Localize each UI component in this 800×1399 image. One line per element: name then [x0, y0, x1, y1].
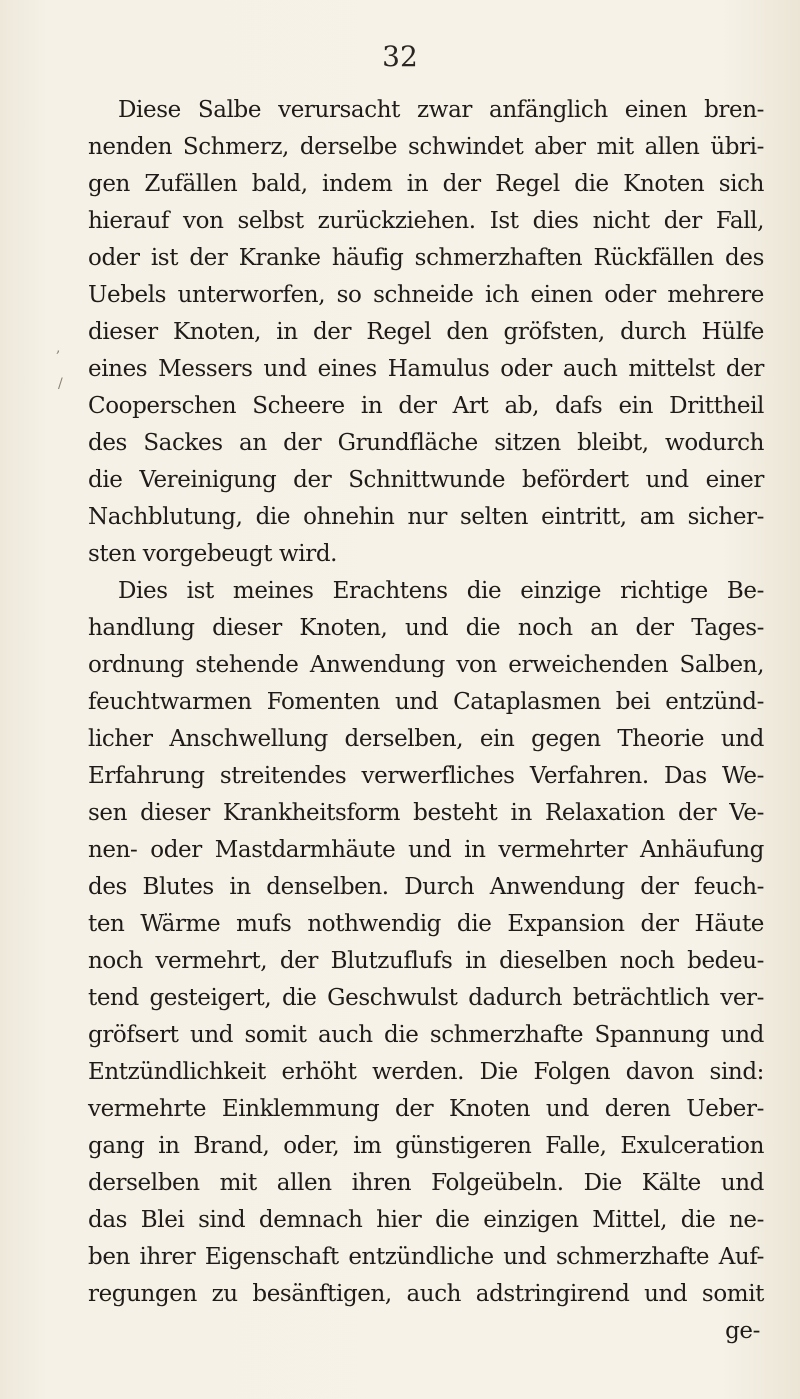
text-line: Nachblutung, die ohnehin nur selten eintritt, am sicher- [88, 504, 764, 530]
text-line: Erfahrung streitendes verwerfliches Verfahren. Das We- [88, 763, 764, 789]
text-line: Dies ist meines Erachtens die einzige richtige Be- [118, 578, 764, 604]
margin-mark: / [58, 376, 63, 392]
text-line: tend gesteigert, die Geschwulst dadurch beträchtlich ver- [88, 985, 764, 1011]
text-line: die Vereinigung der Schnittwunde befördert und einer [88, 467, 764, 493]
text-line: hierauf von selbst zurückziehen. Ist dies nicht der Fall, [88, 208, 764, 234]
text-line: gröfsert und somit auch die schmerzhafte Spannung und [88, 1022, 764, 1048]
text-line: sten vorgebeugt wird. [88, 541, 338, 567]
text-line: nenden Schmerz, derselbe schwindet aber mit allen übri- [88, 134, 764, 160]
text-line: ordnung stehende Anwendung von erweichenden Salben, [88, 652, 764, 678]
margin-mark: , [56, 340, 61, 356]
text-line: feuchtwarmen Fomenten und Cataplasmen bei entzünd- [88, 689, 764, 715]
text-line: gang in Brand, oder, im günstigeren Falle, Exulceration [88, 1133, 764, 1159]
text-line: gen Zufällen bald, indem in der Regel die Knoten sich [88, 171, 764, 197]
text-line: noch vermehrt, der Blutzuflufs in dieselben noch bedeu- [88, 948, 764, 974]
text-line: handlung dieser Knoten, und die noch an der Tages- [88, 615, 764, 641]
text-line: sen dieser Krankheitsform besteht in Relaxation der Ve- [88, 800, 764, 826]
text-line: ten Wärme mufs nothwendig die Expansion der Häute [88, 911, 764, 937]
text-line: dieser Knoten, in der Regel den gröfsten, durch Hülfe [88, 319, 764, 345]
text-line: ben ihrer Eigenschaft entzündliche und schmerzhafte Auf- [88, 1244, 764, 1270]
text-line: eines Messers und eines Hamulus oder auch mittelst der [88, 356, 764, 382]
text-line: Uebels unterworfen, so schneide ich einen oder mehrere [88, 282, 764, 308]
text-line: des Blutes in denselben. Durch Anwendung der feuch- [88, 874, 764, 900]
catchword: ge- [725, 1318, 760, 1344]
text-line: regungen zu besänftigen, auch adstringirend und somit [88, 1281, 764, 1307]
text-line: oder ist der Kranke häufig schmerzhaften Rückfällen des [88, 245, 764, 271]
text-line: das Blei sind demnach hier die einzigen Mittel, die ne- [88, 1207, 764, 1233]
text-line: Entzündlichkeit erhöht werden. Die Folgen davon sind: [88, 1059, 764, 1085]
text-line: des Sackes an der Grundfläche sitzen bleibt, wodurch [88, 430, 764, 456]
text-line: Diese Salbe verursacht zwar anfänglich einen bren- [118, 97, 764, 123]
text-line: vermehrte Einklemmung der Knoten und deren Ueber- [88, 1096, 764, 1122]
text-line: licher Anschwellung derselben, ein gegen Theorie und [88, 726, 764, 752]
text-line: Cooperschen Scheere in der Art ab, dafs ein Drittheil [88, 393, 764, 419]
text-line: derselben mit allen ihren Folgeübeln. Die Kälte und [88, 1170, 764, 1196]
text-line: nen- oder Mastdarmhäute und in vermehrter Anhäufung [88, 837, 764, 863]
body-text [88, 92, 764, 1350]
page-number: 32 [382, 40, 418, 73]
